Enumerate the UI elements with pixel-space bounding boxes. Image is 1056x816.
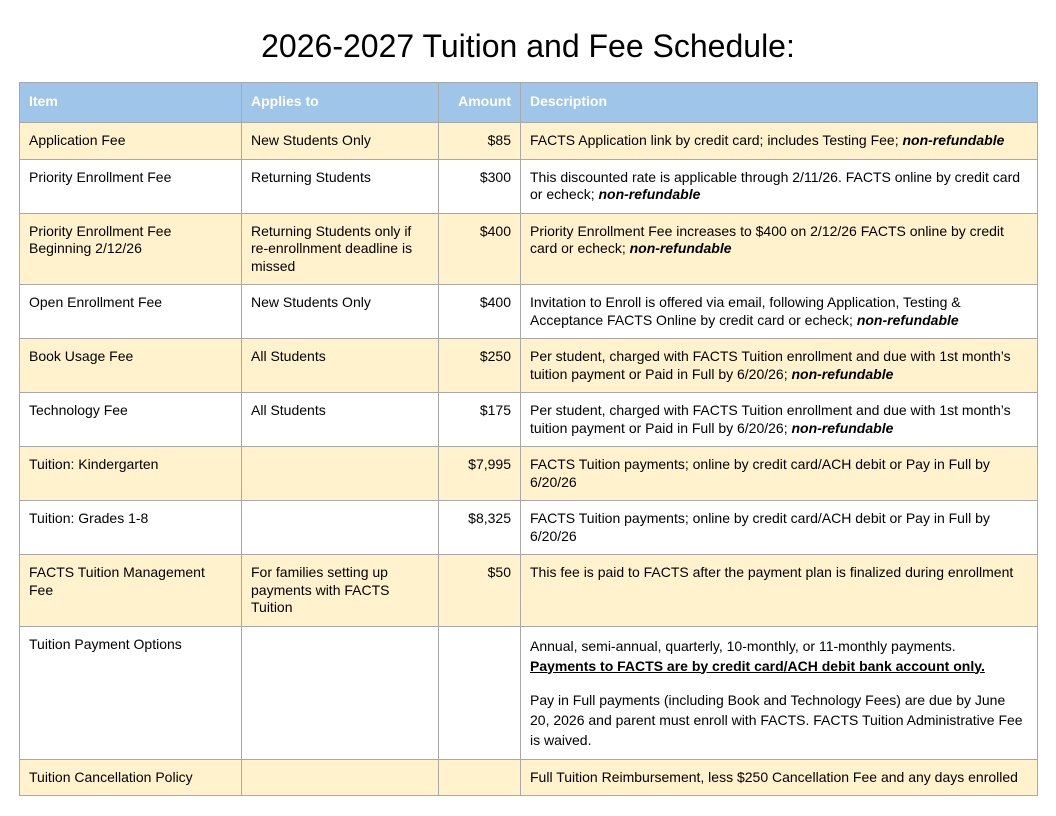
cell-applies-to: Returning Students — [242, 159, 439, 213]
non-refundable-label: non-refundable — [791, 419, 894, 436]
cell-description — [521, 213, 1038, 285]
cell-description — [521, 159, 1038, 213]
cell-description — [521, 339, 1038, 393]
cell-amount: $300 — [439, 159, 521, 213]
table-row — [20, 759, 1038, 796]
description-text: Invitation to Enroll is offered via email, following Application, Testing & Acceptance FACTS Online by credit card or echeck; — [530, 294, 961, 328]
cell-item: Tuition Cancellation Policy — [20, 759, 242, 796]
payment-options-paragraph — [530, 636, 1028, 676]
table-row — [20, 213, 1038, 285]
table-row — [20, 159, 1038, 213]
description-text: Annual, semi-annual, quarterly, 10-monthly, or 11-monthly payments. — [530, 637, 956, 654]
non-refundable-label: non-refundable — [902, 132, 1005, 148]
header-description: Description — [521, 83, 1038, 123]
table-row — [20, 339, 1038, 393]
table-row — [20, 626, 1038, 759]
cell-amount — [439, 759, 521, 796]
cell-amount: $50 — [439, 555, 521, 627]
table-row — [20, 447, 1038, 501]
cell-description — [521, 285, 1038, 339]
payment-method-note: Payments to FACTS are by credit card/ACH debit bank account only. — [530, 657, 985, 674]
cell-item: Tuition: Kindergarten — [20, 447, 242, 501]
cell-applies-to: All Students — [242, 393, 439, 447]
cell-item: Application Fee — [20, 123, 242, 160]
cell-description — [521, 123, 1038, 160]
cell-applies-to: All Students — [242, 339, 439, 393]
header-item: Item — [20, 83, 242, 123]
cell-amount: $175 — [439, 393, 521, 447]
header-amount: Amount — [439, 83, 521, 123]
description-text: FACTS Application link by credit card; includes Testing Fee; — [530, 132, 903, 148]
cell-description: Full Tuition Reimbursement, less $250 Cancellation Fee and any days enrolled — [521, 759, 1038, 796]
description-text: Priority Enrollment Fee increases to $400 on 2/12/26 FACTS online by credit card or echeck; — [530, 222, 1004, 256]
description-text: This discounted rate is applicable through 2/11/26. FACTS online by credit card or echeck; — [530, 168, 1021, 202]
description-text: Per student, charged with FACTS Tuition enrollment and due with 1st month’s tuition payment or Paid in Full by 6/20/26; — [530, 402, 1011, 436]
cell-description: This fee is paid to FACTS after the payment plan is finalized during enrollment — [521, 555, 1038, 627]
table-row — [20, 123, 1038, 160]
cell-item: Book Usage Fee — [20, 339, 242, 393]
description-text: Per student, charged with FACTS Tuition enrollment and due with 1st month’s tuition payment or Paid in Full by 6/20/26; — [530, 348, 1011, 382]
page-title: 2026-2027 Tuition and Fee Schedule: — [261, 28, 795, 64]
cell-amount: $400 — [439, 285, 521, 339]
cell-description: FACTS Tuition payments; online by credit card/ACH debit or Pay in Full by 6/20/26 — [521, 501, 1038, 555]
cell-applies-to: Returning Students only if re-enrollnment deadline is missed — [242, 213, 439, 285]
header-applies-to: Applies to — [242, 83, 439, 123]
cell-amount: $8,325 — [439, 501, 521, 555]
cell-applies-to: New Students Only — [242, 123, 439, 160]
cell-item: Tuition Payment Options — [20, 626, 242, 759]
cell-item: Tuition: Grades 1-8 — [20, 501, 242, 555]
cell-amount — [439, 626, 521, 759]
cell-applies-to — [242, 626, 439, 759]
pay-in-full-paragraph: Pay in Full payments (including Book and Technology Fees) are due by June 20, 2026 and parent must enroll with FACTS. FACTS Tuition Administrative Fee is waived. — [530, 691, 1023, 748]
table-row — [20, 393, 1038, 447]
non-refundable-label: non-refundable — [629, 240, 732, 256]
cell-amount: $250 — [439, 339, 521, 393]
cell-item: FACTS Tuition Management Fee — [20, 555, 242, 627]
cell-description — [521, 393, 1038, 447]
cell-description — [521, 626, 1038, 759]
cell-amount: $85 — [439, 123, 521, 160]
cell-item: Open Enrollment Fee — [20, 285, 242, 339]
cell-applies-to: For families setting up payments with FACTS Tuition — [242, 555, 439, 627]
cell-applies-to: New Students Only — [242, 285, 439, 339]
non-refundable-label: non-refundable — [856, 311, 959, 328]
table-row — [20, 501, 1038, 555]
cell-applies-to — [242, 447, 439, 501]
cell-description: FACTS Tuition payments; online by credit card/ACH debit or Pay in Full by 6/20/26 — [521, 447, 1038, 501]
cell-item: Technology Fee — [20, 393, 242, 447]
cell-applies-to — [242, 501, 439, 555]
cell-item: Priority Enrollment Fee Beginning 2/12/26 — [20, 213, 242, 285]
table-row — [20, 555, 1038, 627]
cell-amount: $400 — [439, 213, 521, 285]
cell-applies-to — [242, 759, 439, 796]
cell-item: Priority Enrollment Fee — [20, 159, 242, 213]
table-row — [20, 285, 1038, 339]
non-refundable-label: non-refundable — [598, 186, 701, 202]
table-header-row — [20, 83, 1038, 123]
cell-amount: $7,995 — [439, 447, 521, 501]
tuition-fee-table — [19, 82, 1038, 796]
non-refundable-label: non-refundable — [791, 365, 894, 382]
